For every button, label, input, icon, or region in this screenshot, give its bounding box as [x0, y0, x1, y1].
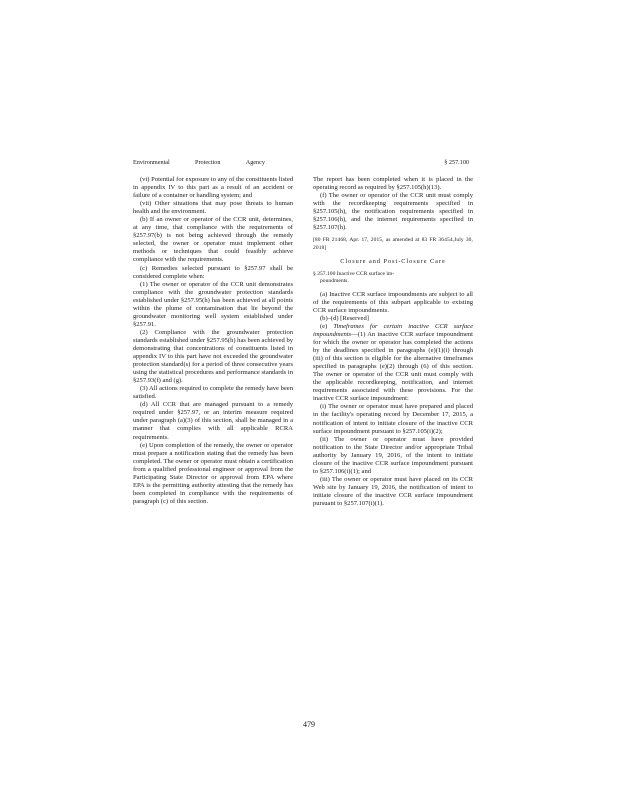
running-head-word: Environmental — [133, 159, 170, 166]
paragraph-label: (e) — [320, 322, 328, 330]
paragraph: (ii) The owner or operator must have provided notification to the State Director and/or appropriate Tribal authority by January 19, 2016, of the intent to initiate closure of the inactive CCR surface impoundment pursuant to §257.106(i)(1); and — [313, 435, 473, 475]
paragraph-continuation: The report has been completed when it is placed in the operating record as required by §257.105(h)(13). — [313, 176, 473, 192]
paragraph: (vi) Potential for exposure to any of the constituents listed in appendix IV to this part as a result of an accident or failure of a container or handling system; and — [133, 176, 293, 200]
running-head-section: § 257.100 — [444, 159, 469, 166]
paragraph: (iii) The owner or operator must have placed on its CCR Web site by January 19, 2016, the notification of intent to initiate closure of the inactive CCR surface impoundment pursuant to §257.107(i)(1). — [313, 475, 473, 507]
running-head-word: Agency — [245, 159, 265, 166]
left-column — [133, 176, 293, 506]
paragraph: (1) The owner or operator of the CCR unit demonstrates compliance with the groundwater protection standards established under §257.95(h) has been achieved at all points within the plume of contamination that lie beyond the groundwater monitoring well system established under §257.91. — [133, 280, 293, 328]
paragraph-title: Timeframes for certain inactive CCR surface impoundments — [313, 322, 473, 338]
subpart-heading: Closure and Post-Closure Care — [340, 257, 446, 265]
paragraph: (b) If an owner or operator of the CCR unit, determines, at any time, that compliance with the requirements of §257.97(b) is not being achieved through the remedy selected, the owner or operator must implement other methods or techniques that could feasibly achieve compliance with the requirements. — [133, 216, 293, 264]
section-heading-line: poundments. — [320, 278, 349, 285]
paragraph: (e) Upon completion of the remedy, the owner or operator must prepare a notification stating that the remedy has been completed. The owner or operator must obtain a certification from a qualified professional engineer or approval from the Participating State Director or approval from EPA where EPA is the permitting authority attesting that the remedy has been completed in compliance with the requirements of paragraph (c) of this section. — [133, 441, 293, 505]
running-head — [133, 158, 469, 167]
right-column — [313, 176, 473, 508]
paragraph: (a) Inactive CCR surface impoundments are subject to all of the requirements of this subpart applicable to existing CCR surface impoundments. — [313, 290, 473, 314]
paragraph: (i) The owner or operator must have prepared and placed in the facility's operating record by December 17, 2015, a notification of intent to initiate closure of the inactive CCR surface impoundment pursuant to §257.105(i)(2); — [313, 403, 473, 435]
running-head-agency — [133, 158, 265, 167]
amendment-citation: [80 FR 21468, Apr. 17, 2015, as amended at 83 FR 36454,July 30, 2018] — [313, 237, 473, 251]
paragraph: (2) Compliance with the groundwater protection standards established under §257.95(h) has been achieved by demonstrating that concentrations of constituents listed in appendix IV to this part have not exceeded the groundwater protection standard(s) for a period of three consecutive years using the statistical procedures and performance standards in §257.93(f) and (g). — [133, 328, 293, 385]
paragraph: (f) The owner or operator of the CCR unit must comply with the recordkeeping requirements specified in §257.105(h), the notification requirements specified in §257.106(h), and the internet requirements specified in §257.107(h). — [313, 192, 473, 232]
page-number: 479 — [303, 720, 315, 729]
paragraph: (vii) Other situations that may pose threats to human health and the environment. — [133, 200, 293, 216]
paragraph: (b)–(d) [Reserved] — [320, 314, 369, 322]
section-heading-line: § 257.100 Inactive CCR surface im- — [313, 270, 395, 277]
running-head-word: Protection — [195, 159, 221, 166]
paragraph — [313, 323, 473, 403]
paragraph-text: —(1) An inactive CCR surface impoundment for which the owner or operator has completed the actions by the deadlines specified in paragraphs (e)(1)(i) through (iii) of this section is eligible for the alternative timeframes specified in paragraphs (e)(2) through (6) of this section. The owner or operator of the CCR unit must comply with the applicable recordkeeping, notification, and internet requirements associated with these provisions. For the inactive CCR surface impoundment: — [313, 330, 473, 403]
paragraph: (d) All CCR that are managed pursuant to a remedy required under §257.97, or an interim measure required under paragraph (a)(3) of this section, shall be managed in a manner that complies with all applicable RCRA requirements. — [133, 401, 293, 441]
paragraph: (c) Remedies selected pursuant to §257.97 shall be considered complete when: — [133, 264, 293, 280]
paragraph: (3) All actions required to complete the remedy have been satisfied. — [133, 385, 293, 401]
section-heading — [313, 271, 473, 286]
